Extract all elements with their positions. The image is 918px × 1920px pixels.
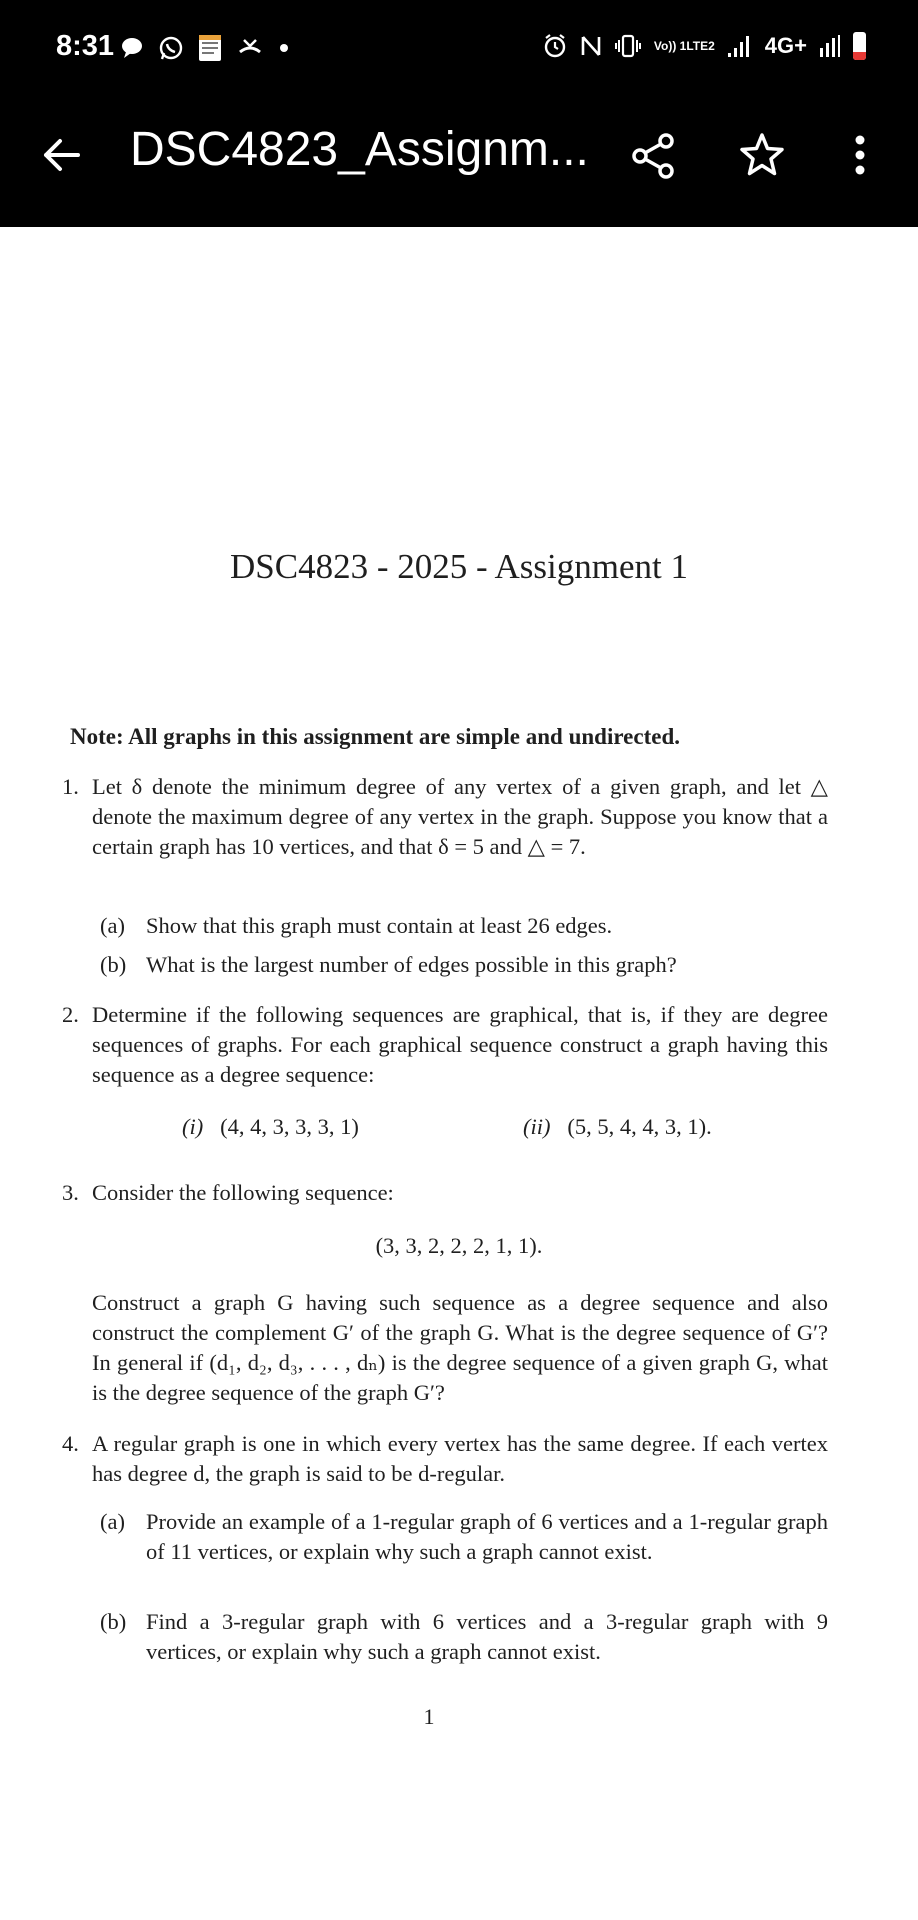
share-icon (630, 132, 678, 180)
question-text: Construct a graph G having such sequence as a degree sequence and also construct the complement G′ of the graph G. What is the degree sequence of G′? In general if (d₁, d₂, d₃, . . . , dₙ) is the degree sequence of a given graph G, what is the degree sequence of the graph G′? (92, 1290, 828, 1405)
status-time: 8:31 (56, 30, 115, 62)
question-3-sequence: (3, 3, 2, 2, 2, 1, 1). (375, 1233, 543, 1258)
more-vertical-icon (845, 130, 875, 180)
part-label: (a) (100, 1509, 125, 1534)
notification-icons (120, 34, 290, 62)
favorite-button[interactable] (737, 130, 787, 180)
question-text: A regular graph is one in which every vertex has the same degree. If each vertex has degree d, the graph is said to be d-regular. (92, 1431, 828, 1486)
system-icons (542, 32, 866, 60)
sequence-value: (5, 5, 4, 4, 3, 1). (567, 1114, 712, 1139)
more-options-button[interactable] (845, 130, 875, 180)
back-arrow-icon (38, 130, 88, 180)
question-number: 1. (62, 774, 79, 799)
alarm-icon (542, 33, 568, 59)
notes-app-icon (198, 34, 222, 62)
part-label: (b) (100, 1609, 127, 1634)
missed-call-icon (236, 36, 264, 60)
question-4b (100, 1607, 828, 1667)
question-number: 4. (62, 1431, 79, 1456)
nfc-icon (580, 33, 602, 59)
part-label: (b) (100, 952, 127, 977)
question-number: 3. (62, 1180, 79, 1205)
part-text: Provide an example of a 1-regular graph of 6 vertices and a 1-regular graph of 11 vertices, or explain why such a graph cannot exist. (146, 1509, 828, 1564)
part-label: (a) (100, 913, 125, 938)
part-text: Show that this graph must contain at least 26 edges. (146, 913, 613, 938)
question-text: Consider the following sequence: (92, 1180, 394, 1205)
share-button[interactable] (630, 132, 678, 180)
signal-icon-sim1 (727, 34, 753, 58)
part-text: Find a 3-regular graph with 6 vertices and a 3-regular graph with 9 vertices, or explain why such a graph cannot exist. (146, 1609, 828, 1664)
sequence-ii (523, 1114, 712, 1140)
question-1a (100, 911, 828, 941)
star-icon (737, 130, 787, 180)
app-bar (0, 100, 918, 227)
question-text: Determine if the following sequences are graphical, that is, if they are degree sequences of graphs. For each graphical sequence construct a graph having this sequence as a degree sequence: (92, 1002, 828, 1087)
question-1 (62, 772, 828, 862)
network-type-label: 4G+ (764, 33, 807, 58)
question-text: Let δ denote the minimum degree of any vertex of a given graph, and let △ denote the maximum degree of any vertex in the graph. Suppose you know that a certain graph has 10 vertices, and that δ = 5 and △ = 7. (92, 774, 828, 859)
question-4a (100, 1507, 828, 1567)
more-notifications-dot-icon (278, 42, 290, 54)
pdf-page[interactable] (0, 227, 918, 1920)
note: Note: All graphs in this assignment are simple and undirected. (70, 724, 680, 749)
page-number: 1 (423, 1704, 435, 1729)
question-3 (62, 1178, 828, 1208)
signal-icon-sim2 (819, 34, 841, 58)
sequence-label: (ii) (523, 1114, 551, 1139)
sequence-label: (i) (182, 1114, 204, 1139)
whatsapp-icon (158, 35, 184, 61)
question-3-followup (62, 1288, 828, 1408)
question-2 (62, 1000, 828, 1090)
question-4 (62, 1429, 828, 1489)
document-title: DSC4823_Assignm... (130, 123, 589, 176)
back-button[interactable] (38, 130, 88, 180)
volte-indicator: Vo)) 1 LTE2 (653, 39, 715, 53)
part-text: What is the largest number of edges possible in this graph? (146, 952, 677, 977)
question-1b (100, 950, 828, 980)
assignment-title: DSC4823 - 2025 - Assignment 1 (230, 547, 688, 586)
question-number: 2. (62, 1002, 79, 1027)
battery-icon (853, 32, 866, 60)
sequence-i (182, 1114, 359, 1140)
status-bar (0, 0, 918, 100)
sequence-value: (4, 4, 3, 3, 3, 1) (220, 1114, 359, 1139)
vibrate-icon (614, 34, 642, 58)
chat-bubble-icon (120, 36, 144, 60)
